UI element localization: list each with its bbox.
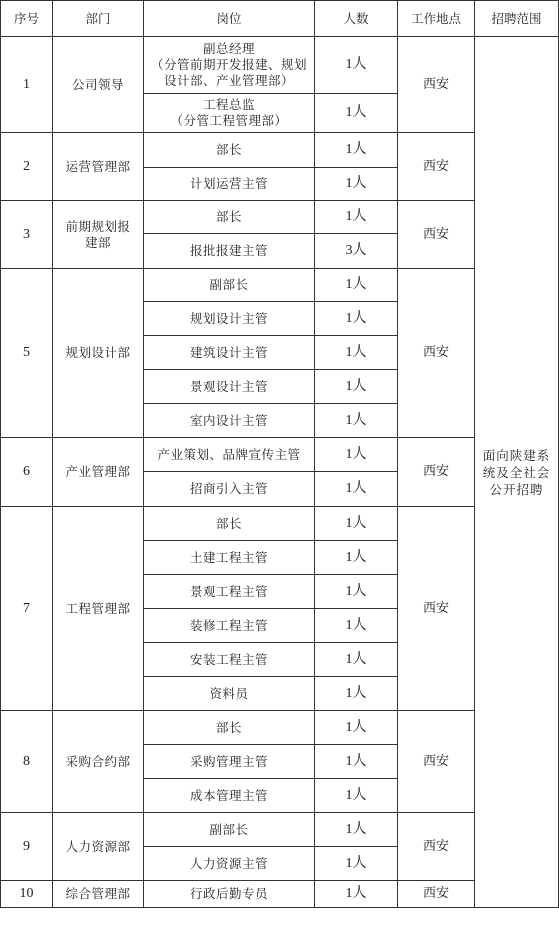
post-cell — [144, 711, 315, 745]
post-cell — [144, 643, 315, 677]
post-cell — [144, 336, 315, 370]
post-cell-line: 副部长 — [209, 277, 249, 292]
post-cell — [144, 881, 315, 908]
count-cell: 1人 — [315, 575, 398, 609]
dept-cell-line: 公司领导 — [71, 76, 124, 92]
seq-cell: 5 — [1, 269, 53, 438]
count-cell: 1人 — [315, 269, 398, 302]
post-cell-line: 部长 — [215, 209, 242, 224]
post-cell — [144, 438, 315, 472]
post-cell-line: 人力资源主管 — [189, 855, 268, 871]
dept-cell — [53, 201, 144, 269]
dept-cell — [53, 881, 144, 908]
count-cell: 1人 — [315, 881, 398, 908]
post-cell-line: 景观工程主管 — [189, 583, 268, 599]
count-cell: 1人 — [315, 609, 398, 643]
scope-cell-line: 公开招聘 — [489, 481, 544, 497]
dept-cell — [53, 269, 144, 438]
post-cell — [144, 507, 315, 541]
post-cell-line: 招商引入主管 — [189, 481, 268, 496]
dept-cell — [53, 438, 144, 507]
dept-cell-line: 采购合约部 — [65, 753, 131, 769]
count-cell: 1人 — [315, 302, 398, 336]
post-cell — [144, 575, 315, 609]
post-cell — [144, 234, 315, 269]
post-cell-line: 装修工程主管 — [189, 617, 268, 633]
count-cell: 1人 — [315, 677, 398, 711]
location-cell: 西安 — [398, 37, 475, 133]
seq-cell: 9 — [1, 813, 53, 881]
scope-cell — [475, 37, 559, 908]
seq-cell: 3 — [1, 201, 53, 269]
post-cell — [144, 201, 315, 234]
header-seq: 序号 — [1, 1, 53, 37]
post-cell — [144, 745, 315, 779]
post-cell — [144, 37, 315, 94]
post-cell-line: 安装工程主管 — [189, 651, 268, 667]
post-cell-line: 工程总监 — [202, 97, 255, 112]
post-cell — [144, 302, 315, 336]
count-cell: 1人 — [315, 643, 398, 677]
scope-cell-line: 统及全社会 — [482, 464, 551, 480]
count-cell: 1人 — [315, 37, 398, 94]
count-cell: 1人 — [315, 847, 398, 881]
header-location: 工作地点 — [398, 1, 475, 37]
count-cell: 1人 — [315, 404, 398, 438]
header-row — [1, 1, 559, 37]
dept-cell-line: 规划设计部 — [65, 345, 131, 360]
post-cell — [144, 168, 315, 201]
post-cell-line: 室内设计主管 — [189, 412, 268, 428]
post-cell — [144, 370, 315, 404]
post-cell — [144, 133, 315, 168]
location-cell: 西安 — [398, 438, 475, 507]
post-cell — [144, 404, 315, 438]
post-cell-line: 报批报建主管 — [189, 243, 268, 258]
post-cell — [144, 94, 315, 133]
post-cell — [144, 472, 315, 507]
post-cell-line: 副部长 — [209, 821, 249, 837]
dept-cell — [53, 133, 144, 201]
count-cell: 1人 — [315, 168, 398, 201]
location-cell: 西安 — [398, 881, 475, 908]
post-cell-line: （分管前期开发报建、规划 — [150, 57, 307, 72]
seq-cell: 10 — [1, 881, 53, 908]
count-cell: 1人 — [315, 336, 398, 370]
count-cell: 3人 — [315, 234, 398, 269]
seq-cell: 1 — [1, 37, 53, 133]
seq-cell: 6 — [1, 438, 53, 507]
dept-cell — [53, 507, 144, 711]
count-cell: 1人 — [315, 370, 398, 404]
post-cell-line: 产业策划、品牌宣传主管 — [157, 446, 301, 462]
post-cell — [144, 779, 315, 813]
post-cell-line: 成本管理主管 — [189, 787, 268, 803]
location-cell: 西安 — [398, 201, 475, 269]
count-cell: 1人 — [315, 745, 398, 779]
dept-cell — [53, 711, 144, 813]
post-cell-line: 行政后勤专员 — [189, 886, 268, 901]
post-cell — [144, 677, 315, 711]
count-cell: 1人 — [315, 472, 398, 507]
seq-cell: 8 — [1, 711, 53, 813]
post-cell-line: （分管工程管理部） — [170, 113, 288, 128]
post-cell-line: 资料员 — [209, 685, 249, 701]
post-cell-line: 规划设计主管 — [189, 310, 268, 326]
post-cell-line: 部长 — [215, 515, 242, 531]
header-dept: 部门 — [53, 1, 144, 37]
post-cell-line: 计划运营主管 — [189, 176, 268, 191]
location-cell: 西安 — [398, 269, 475, 438]
post-cell-line: 景观设计主管 — [189, 378, 268, 394]
post-cell — [144, 269, 315, 302]
dept-cell-line: 人力资源部 — [65, 838, 131, 854]
post-cell-line: 采购管理主管 — [189, 753, 268, 769]
count-cell: 1人 — [315, 711, 398, 745]
count-cell: 1人 — [315, 507, 398, 541]
dept-cell — [53, 37, 144, 133]
table-body — [1, 37, 559, 908]
count-cell: 1人 — [315, 94, 398, 133]
post-cell-line: 副总经理 — [202, 41, 255, 56]
count-cell: 1人 — [315, 541, 398, 575]
dept-cell-line: 产业管理部 — [65, 464, 131, 479]
post-cell-line: 土建工程主管 — [189, 549, 268, 565]
post-cell — [144, 541, 315, 575]
count-cell: 1人 — [315, 438, 398, 472]
dept-cell-line: 建部 — [84, 234, 111, 250]
dept-cell-line: 前期规划报 — [65, 218, 131, 234]
dept-cell — [53, 813, 144, 881]
count-cell: 1人 — [315, 779, 398, 813]
location-cell: 西安 — [398, 133, 475, 201]
post-cell — [144, 813, 315, 847]
count-cell: 1人 — [315, 133, 398, 168]
location-cell: 西安 — [398, 711, 475, 813]
post-cell — [144, 609, 315, 643]
seq-cell: 2 — [1, 133, 53, 201]
post-cell-line: 部长 — [215, 142, 242, 157]
header-scope: 招聘范围 — [475, 1, 559, 37]
seq-cell: 7 — [1, 507, 53, 711]
header-post: 岗位 — [144, 1, 315, 37]
post-cell — [144, 847, 315, 881]
location-cell: 西安 — [398, 507, 475, 711]
count-cell: 1人 — [315, 813, 398, 847]
table-row — [1, 37, 559, 94]
post-cell-line: 部长 — [215, 719, 242, 735]
header-count: 人数 — [315, 1, 398, 37]
dept-cell-line: 运营管理部 — [65, 158, 131, 174]
dept-cell-line: 综合管理部 — [65, 886, 131, 901]
post-cell-line: 设计部、产业管理部） — [163, 73, 294, 88]
dept-cell-line: 工程管理部 — [65, 600, 131, 616]
post-cell-line: 建筑设计主管 — [189, 344, 268, 360]
scope-cell-line: 面向陕建系 — [482, 447, 551, 463]
count-cell: 1人 — [315, 201, 398, 234]
location-cell: 西安 — [398, 813, 475, 881]
